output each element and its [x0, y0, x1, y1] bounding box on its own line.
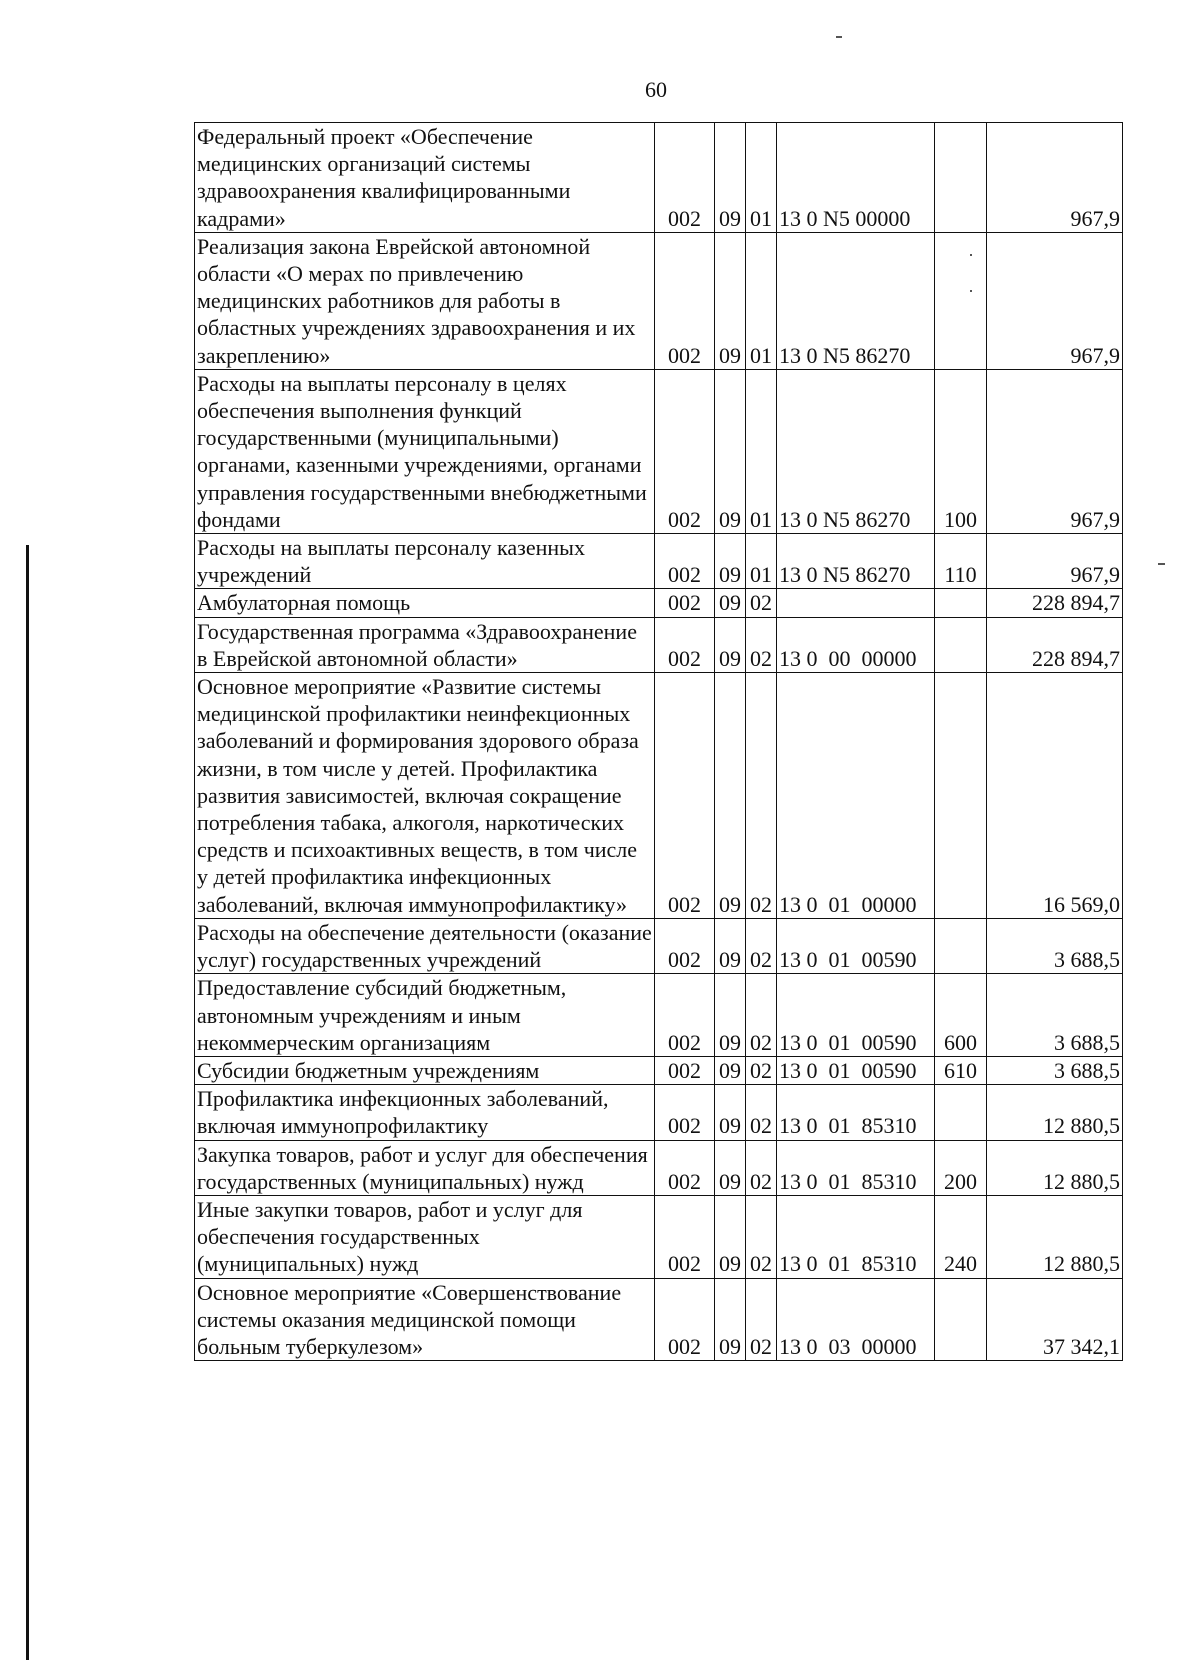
subsection-code: 01 — [746, 232, 777, 369]
row-name: Субсидии бюджетным учреждениям — [195, 1056, 655, 1084]
row-name: Предоставление субсидий бюджетным, автономным учреждениям и иным некоммерческим организациям — [195, 974, 655, 1057]
expense-type-code — [935, 673, 987, 919]
amount: 37 342,1 — [987, 1278, 1123, 1361]
target-article-code: 13 0 N5 86270 — [777, 232, 935, 369]
row-name: Расходы на обеспечение деятельности (оказание услуг) государственных учреждений — [195, 918, 655, 973]
expense-type-code: 600 — [935, 974, 987, 1057]
table-row — [195, 1140, 1123, 1195]
table-row — [195, 918, 1123, 973]
amount: 3 688,5 — [987, 1056, 1123, 1084]
ministry-code: 002 — [655, 918, 715, 973]
row-name: Амбулаторная помощь — [195, 589, 655, 617]
amount: 228 894,7 — [987, 617, 1123, 672]
row-name: Расходы на выплаты персоналу казенных учреждений — [195, 534, 655, 589]
subsection-code: 02 — [746, 918, 777, 973]
target-article-code: 13 0 01 85310 — [777, 1140, 935, 1195]
target-article-code: 13 0 01 00000 — [777, 673, 935, 919]
expense-type-code — [935, 123, 987, 233]
table-row — [195, 1056, 1123, 1084]
subsection-code: 02 — [746, 673, 777, 919]
target-article-code — [777, 589, 935, 617]
section-code: 09 — [715, 918, 746, 973]
section-code: 09 — [715, 369, 746, 533]
ministry-code: 002 — [655, 1195, 715, 1278]
amount: 12 880,5 — [987, 1085, 1123, 1140]
target-article-code: 13 0 01 00590 — [777, 918, 935, 973]
amount: 3 688,5 — [987, 974, 1123, 1057]
ministry-code: 002 — [655, 974, 715, 1057]
ministry-code: 002 — [655, 1278, 715, 1361]
row-name: Государственная программа «Здравоохранение в Еврейской автономной области» — [195, 617, 655, 672]
subsection-code: 02 — [746, 974, 777, 1057]
target-article-code: 13 0 N5 86270 — [777, 369, 935, 533]
ministry-code: 002 — [655, 1085, 715, 1140]
section-code: 09 — [715, 974, 746, 1057]
ministry-code: 002 — [655, 534, 715, 589]
amount: 3 688,5 — [987, 918, 1123, 973]
row-name: Реализация закона Еврейской автономной области «О мерах по привлечению медицинских работников для работы в областных учреждениях здравоохранения и их закреплению» — [195, 232, 655, 369]
subsection-code: 01 — [746, 534, 777, 589]
expense-type-code — [935, 1278, 987, 1361]
section-code: 09 — [715, 1278, 746, 1361]
row-name: Федеральный проект «Обеспечение медицинских организаций системы здравоохранения квалифицированными кадрами» — [195, 123, 655, 233]
ministry-code: 002 — [655, 369, 715, 533]
table-row — [195, 232, 1123, 369]
expense-type-code: 240 — [935, 1195, 987, 1278]
scan-margin-line — [26, 545, 29, 1660]
expense-type-code: 100 — [935, 369, 987, 533]
target-article-code: 13 0 00 00000 — [777, 617, 935, 672]
table-row — [195, 1085, 1123, 1140]
amount: 967,9 — [987, 123, 1123, 233]
expense-type-code — [935, 617, 987, 672]
section-code: 09 — [715, 617, 746, 672]
section-code: 09 — [715, 1056, 746, 1084]
section-code: 09 — [715, 673, 746, 919]
ministry-code: 002 — [655, 673, 715, 919]
expense-type-code: 110 — [935, 534, 987, 589]
ministry-code: 002 — [655, 617, 715, 672]
row-name: Основное мероприятие «Совершенствование системы оказания медицинской помощи больным туберкулезом» — [195, 1278, 655, 1361]
expense-type-code — [935, 1085, 987, 1140]
amount: 967,9 — [987, 369, 1123, 533]
section-code: 09 — [715, 123, 746, 233]
expense-type-code — [935, 589, 987, 617]
scan-speck — [1158, 563, 1165, 565]
expense-type-code: 610 — [935, 1056, 987, 1084]
target-article-code: 13 0 01 85310 — [777, 1195, 935, 1278]
amount: 228 894,7 — [987, 589, 1123, 617]
ministry-code: 002 — [655, 589, 715, 617]
section-code: 09 — [715, 589, 746, 617]
section-code: 09 — [715, 1140, 746, 1195]
target-article-code: 13 0 N5 00000 — [777, 123, 935, 233]
expense-type-code — [935, 918, 987, 973]
subsection-code: 02 — [746, 1140, 777, 1195]
amount: 967,9 — [987, 534, 1123, 589]
scan-speck — [836, 36, 842, 38]
row-name: Основное мероприятие «Развитие системы медицинской профилактики неинфекционных заболеваний и формирования здорового образа жизни, в том числе у детей. Профилактика развития зависимостей, включая сокращение потребления табака, алкоголя, наркотических средств и психоактивных веществ, в том числе у детей профилактика инфекционных заболеваний, включая иммунопрофилактику» — [195, 673, 655, 919]
subsection-code: 02 — [746, 1085, 777, 1140]
amount: 12 880,5 — [987, 1140, 1123, 1195]
table-row — [195, 1278, 1123, 1361]
row-name: Профилактика инфекционных заболеваний, включая иммунопрофилактику — [195, 1085, 655, 1140]
amount: 16 569,0 — [987, 673, 1123, 919]
page-number: 60 — [645, 77, 667, 102]
section-code: 09 — [715, 1195, 746, 1278]
table-row — [195, 1195, 1123, 1278]
target-article-code: 13 0 01 00590 — [777, 974, 935, 1057]
table-row — [195, 617, 1123, 672]
row-name: Иные закупки товаров, работ и услуг для обеспечения государственных (муниципальных) нужд — [195, 1195, 655, 1278]
amount: 967,9 — [987, 232, 1123, 369]
expense-type-code — [935, 232, 987, 369]
table-row — [195, 974, 1123, 1057]
table-row — [195, 369, 1123, 533]
target-article-code: 13 0 03 00000 — [777, 1278, 935, 1361]
table-row — [195, 534, 1123, 589]
section-code: 09 — [715, 1085, 746, 1140]
expense-type-code: 200 — [935, 1140, 987, 1195]
ministry-code: 002 — [655, 123, 715, 233]
target-article-code: 13 0 01 85310 — [777, 1085, 935, 1140]
subsection-code: 02 — [746, 1278, 777, 1361]
target-article-code: 13 0 01 00590 — [777, 1056, 935, 1084]
subsection-code: 02 — [746, 589, 777, 617]
subsection-code: 02 — [746, 1056, 777, 1084]
budget-table-body — [195, 123, 1123, 1361]
amount: 12 880,5 — [987, 1195, 1123, 1278]
subsection-code: 02 — [746, 617, 777, 672]
subsection-code: 01 — [746, 123, 777, 233]
section-code: 09 — [715, 534, 746, 589]
ministry-code: 002 — [655, 232, 715, 369]
ministry-code: 002 — [655, 1056, 715, 1084]
row-name: Расходы на выплаты персоналу в целях обеспечения выполнения функций государственными (муниципальными) органами, казенными учреждениями, органами управления государственными внебюджетными фондами — [195, 369, 655, 533]
ministry-code: 002 — [655, 1140, 715, 1195]
table-row — [195, 673, 1123, 919]
budget-table — [194, 122, 1123, 1361]
row-name: Закупка товаров, работ и услуг для обеспечения государственных (муниципальных) нужд — [195, 1140, 655, 1195]
section-code: 09 — [715, 232, 746, 369]
table-row — [195, 589, 1123, 617]
subsection-code: 02 — [746, 1195, 777, 1278]
table-row — [195, 123, 1123, 233]
subsection-code: 01 — [746, 369, 777, 533]
target-article-code: 13 0 N5 86270 — [777, 534, 935, 589]
